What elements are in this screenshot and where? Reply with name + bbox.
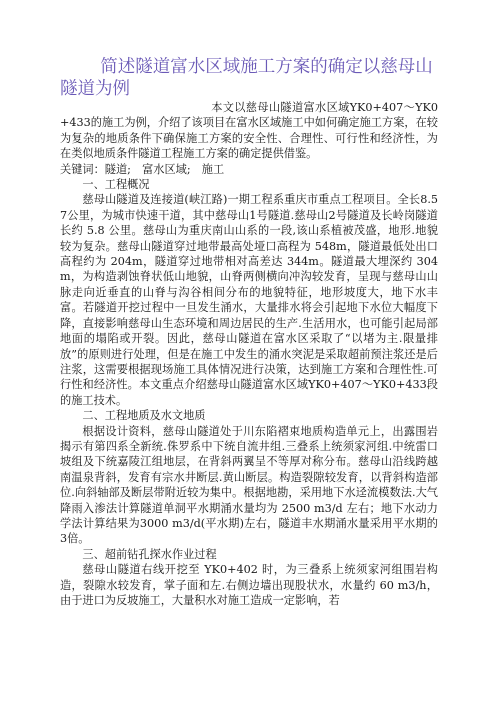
section-paragraph: 慈母山隧道及连接道(峡江路)一期工程系重庆市重点工程项目。全长8.57公里，为城市快速干道，其中慈母山1号隧道.慈母山2号隧道及长岭岗隧道长约 5.8 公里。慈母山为重庆南山山系的一段,该山系植被茂盛，地形.地貌较为复杂。慈母山隧道穿过地带最高处垭口高程为 548m，隧道最低处出口高程约为 204m，隧道穿过地带相对高差达 344m。隧道最大埋深约 304m，为构造剥蚀脊状低山地貌，山脊两侧横向冲沟较发育，呈现与慈母山山脉走向近垂直的山脊与沟谷相间分布的地貌特征，地形坡度大，地下水丰富。若隧道开挖过程中一旦发生涌水，大量排水将会引起地下水位大幅度下降，直接影响慈母山生态环境和周边居民的生产.生活用水，也可能引起局部地面的塌陷或开裂。因此，慈母山隧道在富水区采取了“以堵为主.限量排放”的原则进行处理，但是在施工中发生的涌水突泥是采取超前预注浆还是后注浆，这需要根据现场施工具体情况进行决策，达到施工方案和合理性性.可行性和经济性。本文重点介绍慈母山隧道富水区域YK0+407～YK0+433段的施工技术。 bbox=[60, 193, 438, 407]
section-heading: 二、工程地质及水文地质 bbox=[82, 409, 206, 423]
keywords-line: 关键词：隧道; 富水区域; 施工 bbox=[60, 162, 225, 176]
section-paragraph: 根据设计资料，慈母山隧道处于川东陷褶束地质构造单元上，出露围岩揭示有第四系全新统.侏罗系中下统自流井组.三叠系上统须家河组.中统雷口坡组及下统嘉陵江组地层，在背斜两翼呈不等厚对称分布。慈母山沿线跨越南温泉背斜，发育有宗水井断层.黄山断层。构造裂隙较发育，以背斜构造部位.向斜轴部及断层带附近较为集中。根据地勘，采用地下水迳流模数法.大气降雨入渗法计算隧道单洞平水期涌水量均为 2500 m3/d 左右；地下水动力学法计算结果为3000 m3/d(平水期)左右，隧道丰水期涌水量采用平水期的3倍。 bbox=[60, 424, 438, 546]
section-paragraph: 慈母山隧道右线开挖至 YK0+402 时，为三叠系上统须家河组围岩构造，裂隙水较发育，掌子面和左.右侧边墙出现股状水，水量约 60 m3/h，由于进口为反坡施工，大量积水对施工造成一定影响，若 bbox=[60, 563, 438, 607]
document-title: 简述隧道富水区域施工方案的确定以慈母山隧道为例 bbox=[60, 57, 433, 99]
section-heading: 三、超前钻孔探水作业过程 bbox=[82, 547, 217, 561]
document-body bbox=[60, 100, 438, 608]
section-heading: 一、工程概况 bbox=[82, 178, 150, 192]
intro-paragraph: 本文以慈母山隧道富水区域YK0+407～YK0+433的施工为例，介绍了该项目在富水区域施工中如何确定施工方案，在较为复杂的地质条件下确保施工方案的安全性、合理性、可行性和经济性，为在类似地质条件隧道工程施工方案的确定提供借鉴。 bbox=[60, 101, 438, 161]
